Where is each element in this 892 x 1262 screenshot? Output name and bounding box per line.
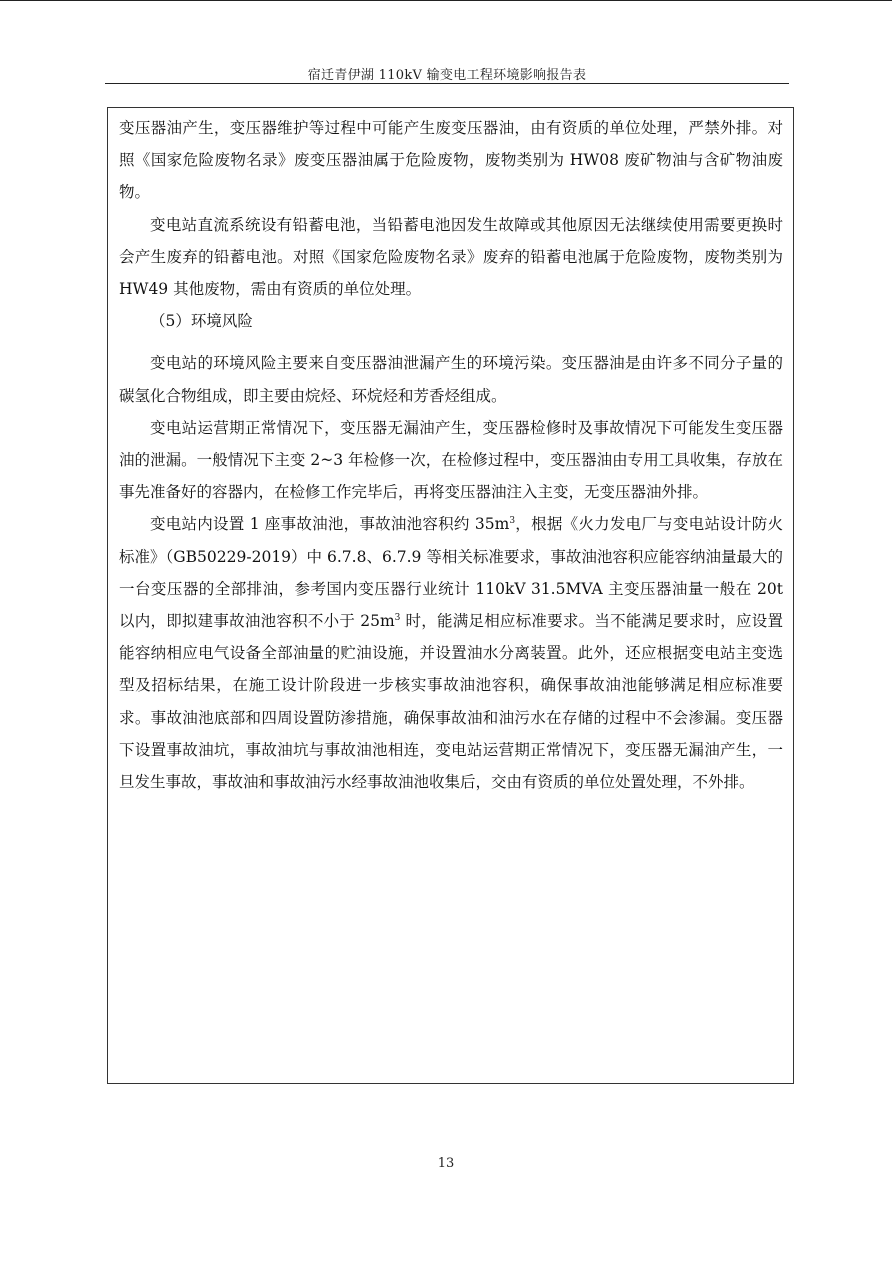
running-header: 宿迁青伊湖 110kV 输变电工程环境影响报告表 — [307, 68, 587, 83]
section-heading-environmental-risk: （5）环境风险 — [150, 312, 253, 331]
page-top-border — [0, 0, 892, 1]
paragraph-risk-source: 变电站的环境风险主要来自变压器油泄漏产生的环境污染。变压器油是由许多不同分子量的碳氢化合物组成，即主要由烷烃、环烷烃和芳香烃组成。 — [119, 354, 783, 405]
text-run: ，根据《火力发电厂与变电站设计防火标准》（GB50229-2019）中 6.7.8、6.7.9 等相关标准要求，事故油池容积应能容纳油量最大的一台变压器的全部排油，参考国内变压器行业统计 110kV 31.5MVA 主变压器油量一般在 20t 以内，即拟建事故油池容积不小于 25m — [119, 515, 783, 631]
text-run: 时，能满足相应标准要求。当不能满足要求时，应设置能容纳相应电气设备全部油量的贮油设施，并设置油水分离装置。此外，还应根据变电站主变选型及招标结果，在施工设计阶段进一步核实事故油池容积，确保事故油池能够满足相应标准要求。事故油池底部和四周设置防渗措施，确保事故油和油污水在存储的过程中不会渗漏。变压器下设置事故油坑，事故油坑与事故油池相连，变电站运营期正常情况下，变压器无漏油产生，一旦发生事故，事故油和事故油污水经事故油池收集后，交由有资质的单位处置处理，不外排。 — [119, 612, 783, 792]
paragraph-maintenance: 变电站运营期正常情况下，变压器无漏油产生，变压器检修时及事故情况下可能发生变压器油的泄漏。一般情况下主变 2~3 年检修一次，在检修过程中，变压器油由专用工具收集，存放在事先准备好的容器内，在检修工作完毕后，再将变压器油注入主变，无变压器油外排。 — [119, 418, 783, 502]
superscript: 3 — [509, 516, 516, 527]
paragraph-accident-oil-pool — [119, 508, 783, 798]
body-text — [119, 112, 783, 798]
page-number: 13 — [437, 1156, 455, 1171]
superscript: 3 — [394, 612, 401, 623]
text-run: 变电站内设置 1 座事故油池，事故油池容积约 35m — [150, 515, 510, 534]
paragraph-lead-battery: 变电站直流系统设有铅蓄电池，当铅蓄电池因发生故障或其他原因无法继续使用需要更换时会产生废弃的铅蓄电池。对照《国家危险废物名录》废弃的铅蓄电池属于危险废物，废物类别为 HW49 其他废物，需由有资质的单位处理。 — [119, 215, 783, 299]
header-rule — [105, 83, 789, 84]
paragraph-waste-oil: 变压器油产生，变压器维护等过程中可能产生废变压器油，由有资质的单位处理，严禁外排。对照《国家危险废物名录》废变压器油属于危险废物，废物类别为 HW08 废矿物油与含矿物油废物。 — [119, 119, 783, 202]
spacer — [119, 337, 783, 347]
content-table-cell — [107, 107, 794, 1084]
